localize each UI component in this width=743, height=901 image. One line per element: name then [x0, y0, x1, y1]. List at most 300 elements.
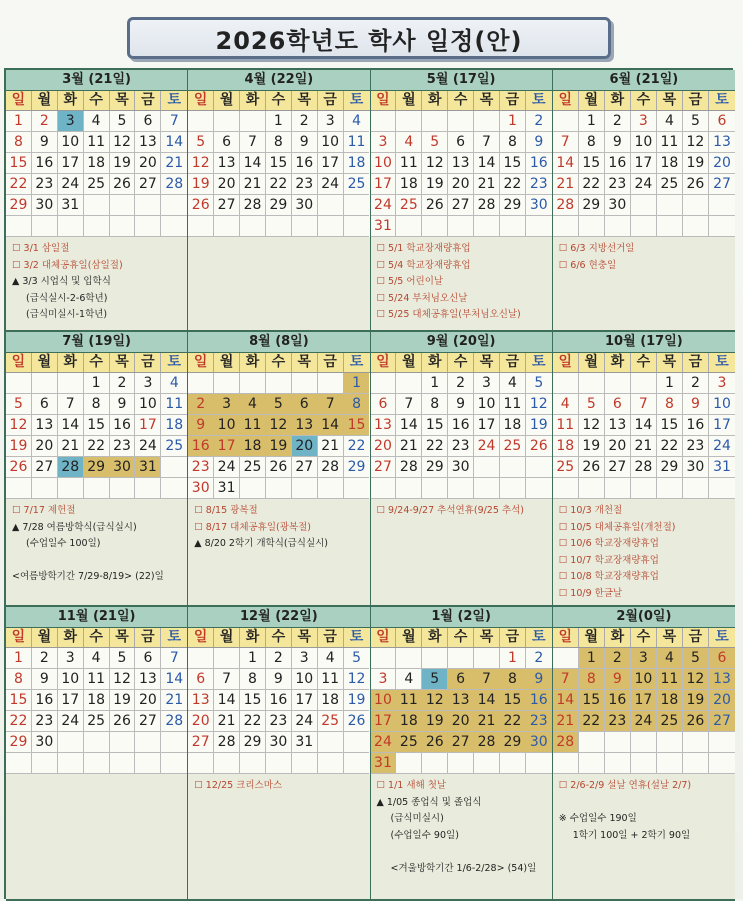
day-cell: 15	[6, 153, 32, 174]
day-cell: 9	[448, 394, 474, 415]
note-line: ※ 수업일수 190일	[558, 813, 637, 824]
day-cell: 14	[161, 669, 187, 690]
day-cell: 29	[657, 457, 683, 478]
day-cell: 28	[161, 711, 187, 732]
weekday-label: 토	[167, 629, 182, 645]
day-cell: 25	[396, 195, 422, 216]
day-cell: 27	[292, 457, 318, 478]
day-cell: 4	[657, 111, 683, 132]
weekday-label: 토	[349, 629, 364, 645]
day-cell: 18	[344, 153, 370, 174]
day-cell	[448, 648, 474, 669]
day-cell: 20	[605, 436, 631, 457]
day-cell: 18	[161, 415, 187, 436]
day-cell: 1	[657, 373, 683, 394]
weekday-label: 화	[422, 91, 448, 110]
day-cell	[474, 216, 500, 237]
day-cell: 29	[266, 195, 292, 216]
day-cell: 9	[266, 669, 292, 690]
days-grid	[6, 373, 187, 499]
weekday-label: 금	[135, 91, 161, 110]
weekday-row	[6, 91, 187, 111]
day-cell	[683, 753, 709, 774]
weekday-label: 수	[448, 628, 474, 647]
day-cell: 5	[110, 648, 136, 669]
note-line: ☐ 10/9 한글날	[558, 587, 623, 599]
day-cell: 18	[84, 153, 110, 174]
day-cell: 28	[58, 457, 84, 478]
day-cell: 31	[709, 457, 735, 478]
day-cell	[161, 195, 187, 216]
day-cell: 30	[448, 457, 474, 478]
month-header: 12월 (22일)	[188, 607, 369, 628]
day-cell: 21	[240, 174, 266, 195]
day-cell: 10	[371, 690, 397, 711]
day-cell: 21	[396, 436, 422, 457]
day-cell: 6	[292, 394, 318, 415]
days-grid	[553, 111, 735, 237]
day-cell: 29	[422, 457, 448, 478]
day-cell: 13	[292, 415, 318, 436]
day-cell: 10	[371, 153, 397, 174]
day-cell: 11	[344, 132, 370, 153]
weekday-label: 수	[631, 353, 657, 372]
day-cell	[657, 732, 683, 753]
day-cell	[631, 753, 657, 774]
day-cell: 11	[657, 669, 683, 690]
day-cell: 4	[344, 111, 370, 132]
day-cell: 20	[709, 690, 735, 711]
day-cell: 23	[110, 436, 136, 457]
day-cell: 28	[474, 195, 500, 216]
day-cell: 14	[553, 153, 579, 174]
day-cell: 16	[110, 415, 136, 436]
days-grid	[6, 648, 187, 774]
month-header: 4월 (22일)	[188, 70, 369, 91]
day-cell: 21	[161, 690, 187, 711]
weekday-label: 일	[6, 91, 32, 110]
weekday-label: 월	[579, 91, 605, 110]
day-cell: 11	[657, 132, 683, 153]
month-block	[371, 332, 553, 607]
month-header: 10월 (17일)	[553, 332, 735, 353]
note-line: ☐ 12/25 크리스마스	[194, 780, 283, 791]
days-grid	[188, 111, 369, 237]
day-cell	[657, 195, 683, 216]
day-cell	[605, 373, 631, 394]
day-cell: 19	[110, 690, 136, 711]
day-cell	[135, 195, 161, 216]
day-cell: 10	[58, 132, 84, 153]
day-cell: 3	[58, 111, 84, 132]
weekday-row	[6, 353, 187, 373]
day-cell: 25	[657, 711, 683, 732]
note-line	[559, 795, 729, 812]
day-cell	[6, 373, 32, 394]
day-cell: 22	[657, 436, 683, 457]
day-cell: 7	[553, 132, 579, 153]
day-cell: 7	[161, 648, 187, 669]
day-cell	[553, 478, 579, 499]
day-cell	[240, 753, 266, 774]
day-cell	[135, 732, 161, 753]
day-cell: 20	[709, 153, 735, 174]
weekday-row	[553, 628, 735, 648]
day-cell: 4	[161, 373, 187, 394]
day-cell	[579, 478, 605, 499]
day-cell: 17	[371, 174, 397, 195]
day-cell	[631, 373, 657, 394]
note-line: ☐ 6/6 현충일	[558, 259, 617, 271]
weekday-label: 화	[58, 91, 84, 110]
weekday-row	[553, 353, 735, 373]
day-cell: 14	[553, 690, 579, 711]
day-cell: 12	[110, 132, 136, 153]
day-cell: 14	[474, 153, 500, 174]
day-cell: 21	[631, 436, 657, 457]
day-cell: 4	[84, 111, 110, 132]
day-cell: 29	[579, 195, 605, 216]
day-cell	[84, 753, 110, 774]
day-cell: 26	[422, 195, 448, 216]
weekday-label: 토	[532, 629, 546, 645]
day-cell	[709, 195, 735, 216]
day-cell	[188, 216, 214, 237]
day-cell: 22	[266, 174, 292, 195]
day-cell: 21	[553, 711, 579, 732]
day-cell: 13	[32, 415, 58, 436]
day-cell	[526, 753, 552, 774]
day-cell: 16	[526, 153, 552, 174]
day-cell: 15	[500, 153, 526, 174]
day-cell: 7	[161, 111, 187, 132]
weekday-label: 월	[32, 353, 58, 372]
weekday-label: 금	[135, 353, 161, 372]
day-cell: 2	[605, 111, 631, 132]
day-cell: 5	[188, 132, 214, 153]
day-cell: 10	[58, 669, 84, 690]
day-cell: 10	[631, 132, 657, 153]
day-cell	[709, 732, 735, 753]
day-cell	[605, 732, 631, 753]
weekday-label: 금	[683, 91, 709, 110]
day-cell	[32, 478, 58, 499]
day-cell	[683, 478, 709, 499]
day-cell: 8	[579, 669, 605, 690]
day-cell: 10	[135, 394, 161, 415]
day-cell: 2	[605, 648, 631, 669]
day-cell	[631, 195, 657, 216]
day-cell: 16	[605, 153, 631, 174]
day-cell: 2	[266, 648, 292, 669]
day-cell: 9	[605, 132, 631, 153]
day-cell	[396, 216, 422, 237]
weekday-label: 금	[683, 353, 709, 372]
day-cell: 10	[631, 669, 657, 690]
note-line: ☐ 7/17 제헌절	[12, 505, 76, 516]
weekday-label: 토	[349, 354, 364, 370]
day-cell	[448, 478, 474, 499]
day-cell: 17	[371, 711, 397, 732]
day-cell: 23	[292, 174, 318, 195]
day-cell: 12	[266, 415, 292, 436]
day-cell: 17	[631, 690, 657, 711]
note-line: ☐ 10/5 대체공휴일(개천절)	[558, 521, 676, 533]
day-cell: 24	[318, 174, 344, 195]
day-cell	[474, 648, 500, 669]
day-cell	[631, 478, 657, 499]
day-cell: 19	[110, 153, 136, 174]
day-cell: 23	[526, 174, 552, 195]
weekday-label: 목	[657, 91, 683, 110]
day-cell: 26	[683, 711, 709, 732]
day-cell: 15	[657, 415, 683, 436]
days-grid	[553, 648, 735, 774]
day-cell: 13	[448, 690, 474, 711]
weekday-row	[188, 628, 369, 648]
day-cell: 8	[266, 132, 292, 153]
day-cell: 3	[474, 373, 500, 394]
day-cell	[214, 753, 240, 774]
weekday-label: 월	[396, 91, 422, 110]
day-cell: 6	[448, 669, 474, 690]
day-cell	[161, 732, 187, 753]
day-cell	[161, 216, 187, 237]
day-cell: 19	[344, 690, 370, 711]
day-cell: 8	[344, 394, 370, 415]
day-cell: 11	[553, 415, 579, 436]
day-cell	[58, 753, 84, 774]
weekday-row	[553, 91, 735, 111]
day-cell: 24	[631, 711, 657, 732]
day-cell	[371, 111, 397, 132]
day-cell: 3	[631, 111, 657, 132]
day-cell: 27	[448, 195, 474, 216]
day-cell: 22	[84, 436, 110, 457]
day-cell	[709, 753, 735, 774]
day-cell: 30	[526, 732, 552, 753]
day-cell	[474, 457, 500, 478]
month-block	[553, 70, 735, 332]
weekday-label: 목	[292, 628, 318, 647]
day-cell: 11	[318, 669, 344, 690]
day-cell: 30	[32, 195, 58, 216]
weekday-label: 토	[167, 92, 182, 108]
day-cell	[448, 753, 474, 774]
day-cell: 17	[58, 690, 84, 711]
day-cell: 27	[214, 195, 240, 216]
day-cell: 23	[188, 457, 214, 478]
day-cell: 7	[318, 394, 344, 415]
weekday-label: 목	[292, 353, 318, 372]
day-cell: 26	[110, 174, 136, 195]
day-cell: 29	[6, 195, 32, 216]
day-cell: 6	[214, 132, 240, 153]
weekday-label: 월	[396, 353, 422, 372]
day-cell: 26	[579, 457, 605, 478]
weekday-label: 목	[292, 91, 318, 110]
weekday-label: 월	[214, 628, 240, 647]
day-cell: 4	[553, 394, 579, 415]
day-cell: 14	[631, 415, 657, 436]
day-cell	[474, 753, 500, 774]
day-cell	[448, 111, 474, 132]
day-cell: 21	[474, 174, 500, 195]
month-header: 6월 (21일)	[553, 70, 735, 91]
day-cell	[266, 478, 292, 499]
note-line: ☐ 2/6-2/9 설날 연휴(설날 2/7)	[558, 780, 692, 791]
day-cell: 27	[188, 732, 214, 753]
day-cell: 27	[135, 711, 161, 732]
day-cell: 26	[188, 195, 214, 216]
weekday-row	[371, 628, 552, 648]
day-cell: 11	[161, 394, 187, 415]
note-line: ☐ 9/24-9/27 추석연휴(9/25 추석)	[376, 505, 524, 516]
weekday-label: 토	[532, 92, 546, 108]
day-cell: 28	[161, 174, 187, 195]
day-cell: 8	[579, 132, 605, 153]
day-cell: 21	[553, 174, 579, 195]
day-cell: 30	[605, 195, 631, 216]
day-cell	[344, 732, 370, 753]
day-cell: 9	[110, 394, 136, 415]
day-cell: 24	[58, 711, 84, 732]
day-cell: 9	[292, 132, 318, 153]
day-cell: 21	[161, 153, 187, 174]
day-cell: 3	[292, 648, 318, 669]
day-cell: 8	[500, 669, 526, 690]
days-grid	[188, 373, 369, 499]
note-line: ☐ 8/15 광복절	[194, 505, 258, 516]
day-cell: 7	[214, 669, 240, 690]
day-cell: 13	[135, 132, 161, 153]
weekday-label: 화	[58, 628, 84, 647]
day-cell	[553, 753, 579, 774]
weekday-label: 화	[605, 91, 631, 110]
weekday-label: 화	[240, 353, 266, 372]
day-cell: 29	[344, 457, 370, 478]
weekday-label: 수	[266, 91, 292, 110]
day-cell: 29	[500, 195, 526, 216]
note-line: (수업일수 100일)	[26, 538, 101, 549]
weekday-label: 월	[32, 628, 58, 647]
day-cell	[161, 753, 187, 774]
day-cell	[240, 216, 266, 237]
day-cell: 15	[266, 153, 292, 174]
day-cell: 29	[500, 732, 526, 753]
weekday-row	[6, 628, 187, 648]
day-cell: 3	[318, 111, 344, 132]
day-cell	[371, 373, 397, 394]
days-grid	[6, 111, 187, 237]
day-cell: 4	[500, 373, 526, 394]
day-cell: 4	[396, 669, 422, 690]
day-cell: 19	[683, 690, 709, 711]
day-cell: 11	[84, 669, 110, 690]
day-cell: 15	[422, 415, 448, 436]
weekday-label: 수	[84, 91, 110, 110]
day-cell: 25	[318, 711, 344, 732]
day-cell	[605, 216, 631, 237]
note-line: ▲ 8/20 2학기 개학식(급식실시)	[194, 538, 328, 549]
weekday-label: 일	[371, 91, 397, 110]
day-cell: 25	[344, 174, 370, 195]
day-cell: 6	[448, 132, 474, 153]
month-notes	[188, 237, 369, 330]
day-cell: 18	[240, 436, 266, 457]
day-cell	[371, 478, 397, 499]
month-header: 8월 (8일)	[188, 332, 369, 353]
day-cell	[500, 216, 526, 237]
weekday-label: 금	[318, 628, 344, 647]
day-cell	[605, 753, 631, 774]
day-cell: 16	[188, 436, 214, 457]
calendar-grid	[4, 68, 733, 899]
note-line: ☐ 10/8 학교장재량휴업	[558, 571, 659, 582]
month-block	[553, 607, 735, 901]
day-cell: 2	[448, 373, 474, 394]
month-header: 2월(0일)	[553, 607, 735, 628]
day-cell: 14	[396, 415, 422, 436]
day-cell: 7	[240, 132, 266, 153]
days-grid	[371, 648, 552, 774]
day-cell: 10	[474, 394, 500, 415]
day-cell: 29	[240, 732, 266, 753]
note-line: (급식실시-2-6학년)	[26, 292, 108, 304]
day-cell: 24	[135, 436, 161, 457]
day-cell	[58, 478, 84, 499]
day-cell: 12	[188, 153, 214, 174]
day-cell: 14	[58, 415, 84, 436]
day-cell	[32, 373, 58, 394]
day-cell	[474, 478, 500, 499]
day-cell	[110, 195, 136, 216]
day-cell: 28	[318, 457, 344, 478]
day-cell: 26	[422, 732, 448, 753]
day-cell: 31	[135, 457, 161, 478]
day-cell	[58, 216, 84, 237]
day-cell	[500, 478, 526, 499]
weekday-label: 토	[532, 354, 546, 370]
weekday-label: 목	[474, 628, 500, 647]
day-cell	[344, 478, 370, 499]
weekday-label: 화	[422, 353, 448, 372]
note-line: ☐ 3/2 대체공휴일(삼일절)	[12, 259, 123, 271]
day-cell	[6, 216, 32, 237]
day-cell: 27	[709, 174, 735, 195]
day-cell: 22	[579, 174, 605, 195]
day-cell: 12	[526, 394, 552, 415]
day-cell: 10	[709, 394, 735, 415]
day-cell	[709, 478, 735, 499]
day-cell	[84, 216, 110, 237]
day-cell: 24	[371, 732, 397, 753]
day-cell: 5	[266, 394, 292, 415]
day-cell: 25	[657, 174, 683, 195]
day-cell	[214, 373, 240, 394]
day-cell: 14	[318, 415, 344, 436]
month-block	[188, 607, 370, 901]
day-cell	[396, 753, 422, 774]
day-cell: 12	[683, 132, 709, 153]
day-cell: 20	[135, 690, 161, 711]
day-cell	[135, 753, 161, 774]
day-cell: 6	[188, 669, 214, 690]
day-cell: 15	[579, 153, 605, 174]
day-cell: 7	[474, 669, 500, 690]
day-cell: 27	[448, 732, 474, 753]
day-cell	[266, 373, 292, 394]
